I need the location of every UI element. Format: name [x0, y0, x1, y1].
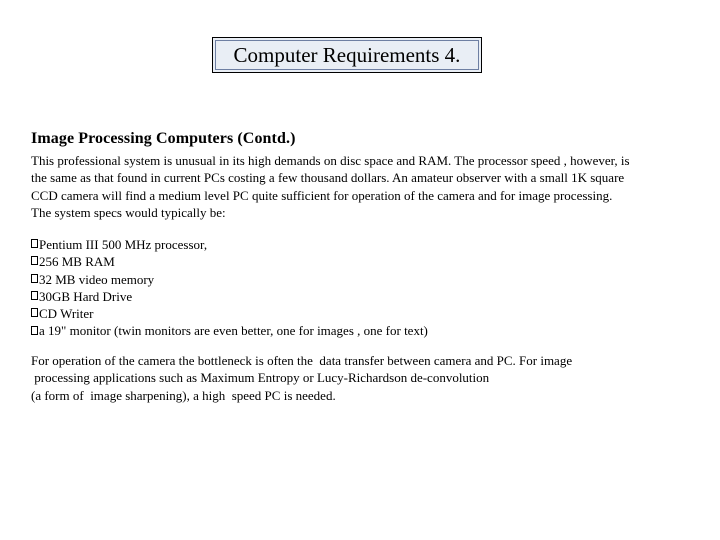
list-item [31, 236, 428, 253]
intro-line: the same as that found in current PCs costing a few thousand dollars. An amateur observer with a small 1K square [31, 170, 625, 186]
spec-list [31, 236, 428, 340]
bullet-box-icon [31, 291, 38, 300]
list-item [31, 305, 428, 322]
bullet-box-icon [31, 326, 38, 335]
closing-line: For operation of the camera the bottleneck is often the data transfer between camera and PC. For image [31, 353, 573, 368]
closing-paragraph [31, 352, 691, 404]
list-item [31, 271, 428, 288]
closing-line: processing applications such as Maximum Entropy or Lucy-Richardson de-convolution [31, 370, 490, 386]
spec-text: Pentium III 500 MHz processor, [39, 237, 208, 252]
section-heading: Image Processing Computers (Contd.) [31, 130, 296, 147]
spec-text: 30GB Hard Drive [39, 288, 133, 304]
spec-text: 256 MB RAM [39, 254, 115, 270]
list-item [31, 288, 428, 305]
slide-title: Computer Requirements 4. [233, 42, 461, 67]
slide-title-box [212, 37, 482, 73]
closing-line: (a form of image sharpening), a high speed PC is needed. [31, 387, 336, 403]
intro-paragraph [31, 152, 691, 222]
spec-text: CD Writer [39, 306, 94, 322]
list-item [31, 253, 428, 270]
spec-text: 32 MB video memory [39, 271, 155, 287]
spec-text: a 19" monitor (twin monitors are even better, one for images , one for text) [39, 323, 428, 339]
intro-line: This professional system is unusual in its high demands on disc space and RAM. The processor speed , however, is [31, 153, 630, 168]
bullet-box-icon [31, 274, 38, 283]
intro-line: CCD camera will find a medium level PC quite sufficient for operation of the camera and for image processing. [31, 187, 613, 203]
bullet-box-icon [31, 256, 38, 265]
bullet-box-icon [31, 239, 38, 248]
bullet-box-icon [31, 308, 38, 317]
list-item [31, 322, 428, 339]
intro-line: The system specs would typically be: [31, 205, 226, 221]
